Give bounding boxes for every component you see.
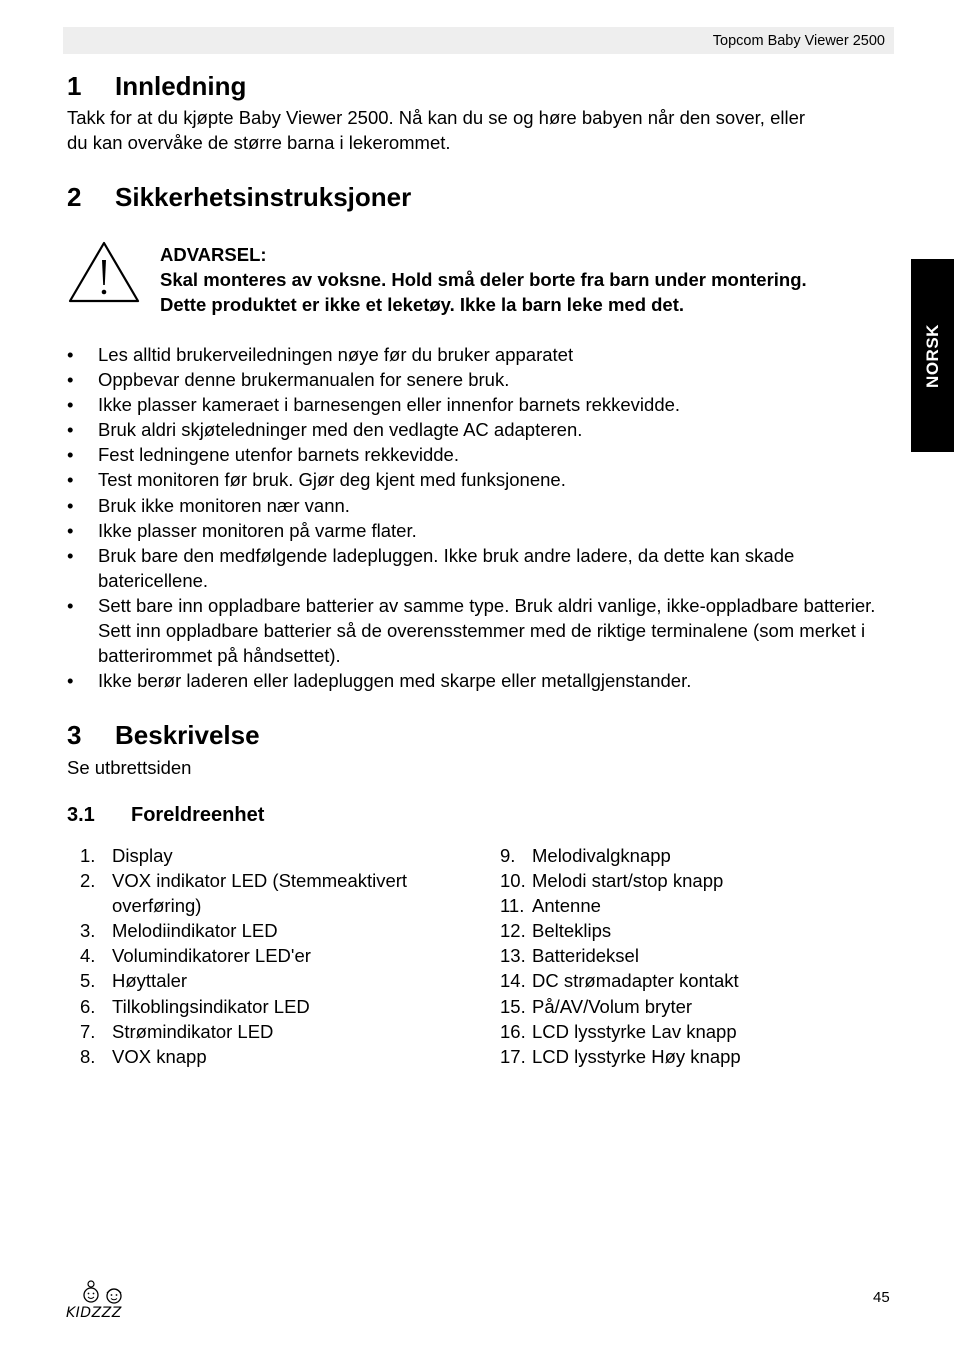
section-3-heading [67,720,260,751]
subsection-number: 3.1 [67,804,95,826]
subsection-3-1-heading [67,804,264,827]
list-item: • Ikke plasser kameraet i barnesengen eller innenfor barnets rekkevidde. [67,394,681,416]
list-item: 7. Strømindikator LED [80,1020,274,1042]
list-item: 13. Batterideksel [500,945,639,967]
kidzzz-logo [64,1279,136,1321]
header-title: Topcom Baby Viewer 2500 [712,33,885,49]
paragraph-line: Takk for at du kjøpte Baby Viewer 2500. Nå kan du se og høre babyen når den sover, eller [67,107,806,128]
section-title: Beskrivelse [115,720,260,750]
list-item: 9. Melodivalgknapp [500,845,671,866]
section-number: 1 [67,71,82,101]
list-item: • Test monitoren før bruk. Gjør deg kjent med funksjonene. [67,469,566,491]
list-item: 12. Belteklips [500,920,612,942]
list-item: 3. Melodiindikator LED [80,920,278,942]
section-number: 3 [67,720,82,750]
list-item: • Bruk bare den medfølgende ladepluggen. Ikke bruk andre ladere, da dette kan skade batericellene. [67,544,795,591]
list-item: 17. LCD lysstyrke Høy knapp [500,1045,741,1067]
list-item: 2. VOX indikator LED (Stemmeaktivert overføring) [80,870,408,917]
page-header [63,27,894,54]
subsection-title: Foreldreenhet [131,804,265,826]
list-item: • Bruk ikke monitoren nær vann. [67,494,350,516]
list-item: • Bruk aldri skjøteledninger med den vedlagte AC adapteren. [67,419,583,441]
warning-text [160,242,807,317]
list-item: 4. Volumindikatorer LED'er [80,945,311,967]
list-item: 10. Melodi start/stop knapp [500,870,724,892]
parts-list-left [80,843,460,1069]
list-item: 15. På/AV/Volum bryter [500,995,693,1017]
list-item: • Sett bare inn oppladbare batterier av samme type. Bruk aldri vanlige, ikke-oppladbare batterier. Sett inn oppladbare batterier så de overensstemmer med de riktige terminalene (som merket i batterirommet på håndsettet). [67,594,876,667]
list-item: 16. LCD lysstyrke Lav knapp [500,1020,737,1042]
language-tab [911,259,954,452]
list-item: 5. Høyttaler [80,970,188,992]
section-title: Innledning [115,71,247,101]
list-item: • Ikke berør laderen eller ladepluggen med skarpe eller metallgjenstander. [67,670,692,692]
list-item: 14. DC strømadapter kontakt [500,970,739,992]
language-tab-label: NORSK [922,323,942,388]
list-item: 6. Tilkoblingsindikator LED [80,995,310,1017]
warning-line: Skal monteres av voksne. Hold små deler borte fra barn under montering. [160,269,807,290]
parts-list-right [500,843,880,1069]
section-title: Sikkerhetsinstruksjoner [115,182,412,212]
list-item: 8. VOX knapp [80,1045,207,1067]
section-1-paragraph [67,105,805,155]
section-3-text: Se utbrettsiden [67,757,192,778]
warning-title: ADVARSEL: [160,244,267,265]
list-item: • Les alltid brukerveiledningen nøye før du bruker apparatet [67,344,574,365]
warning-triangle-icon [67,240,141,304]
list-item: • Fest ledningene utenfor barnets rekkevidde. [67,444,459,466]
logo-text: KIDZZZ [66,1305,122,1321]
paragraph-line: du kan overvåke de større barna i lekerommet. [67,132,451,153]
list-item: • Ikke plasser monitoren på varme flater. [67,519,417,541]
safety-list [67,342,897,693]
list-item: 11. Antenne [500,895,601,917]
warning-line: Dette produktet er ikke et leketøy. Ikke la barn leke med det. [160,294,685,315]
section-1-heading [67,71,246,102]
page-number: 45 [873,1289,890,1306]
section-2-heading [67,182,411,213]
list-item: 1. Display [80,845,173,866]
list-item: • Oppbevar denne brukermanualen for senere bruk. [67,369,510,391]
section-number: 2 [67,182,82,212]
